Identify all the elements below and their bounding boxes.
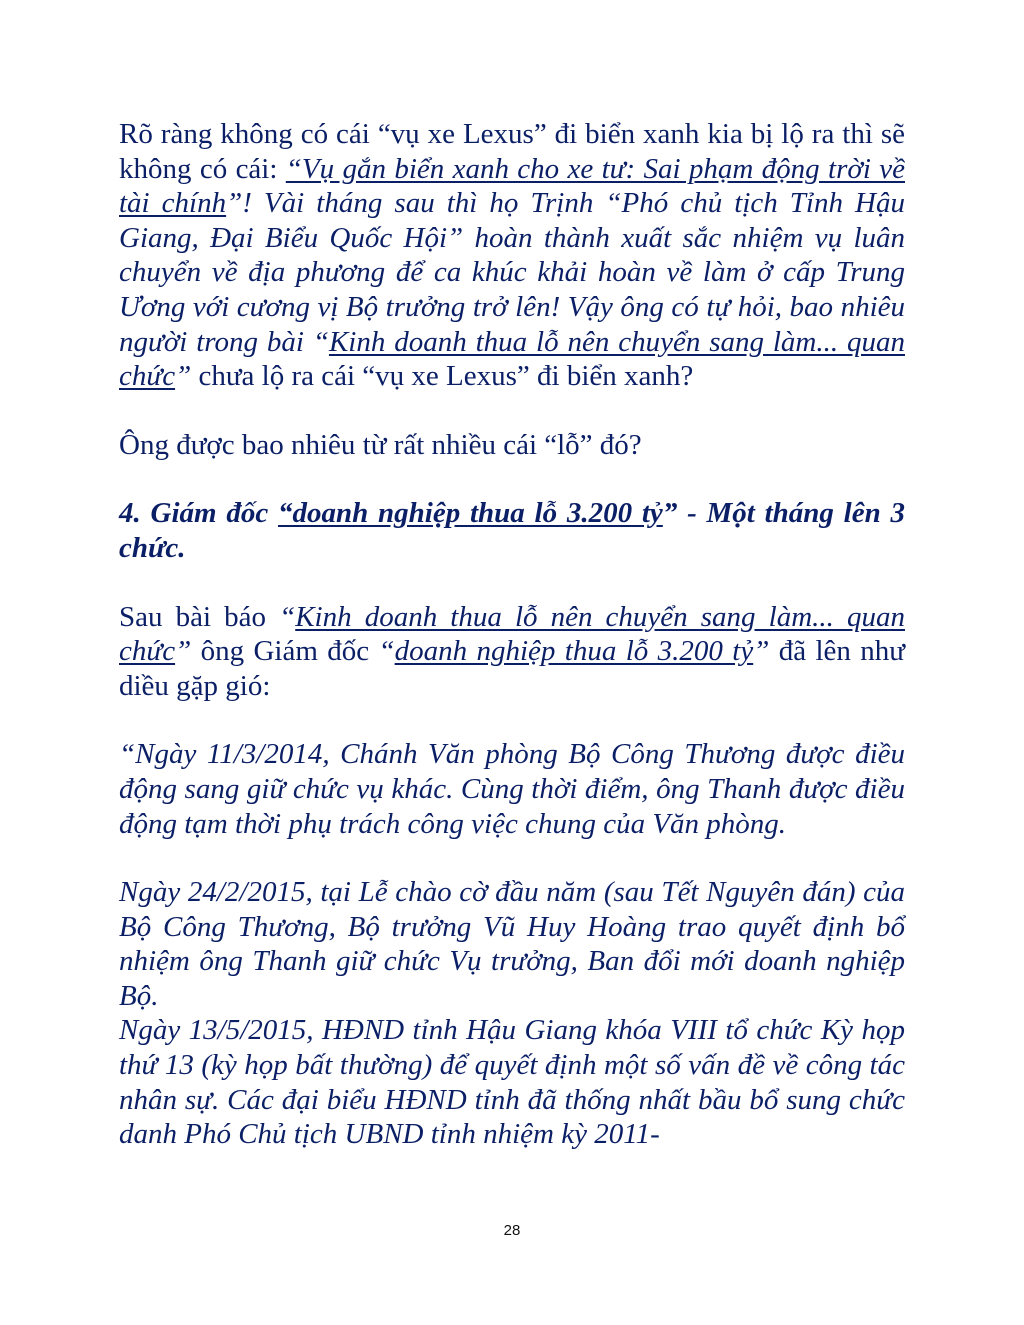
paragraph-lexus <box>119 117 905 394</box>
quote-mark: “ <box>312 325 329 358</box>
quote-mark: ” <box>753 635 770 668</box>
paragraph-after-article <box>119 600 905 704</box>
quote-mark: “ <box>279 600 296 633</box>
heading-number: 4. Giám đốc <box>119 497 278 530</box>
quote-mark: ” <box>175 360 192 393</box>
quote-paragraph-1: “Ngày 11/3/2014, Chánh Văn phòng Bộ Công Thương được điều động sang giữ chức vụ khác. Cùng thời điểm, ông Thanh được điều động tạm thời phụ trách công việc chung của Văn phòng. <box>119 738 905 840</box>
page-number: 28 <box>503 1222 521 1239</box>
article-link-blue-plate[interactable]: “Vụ gắn biển xanh cho xe tư: Sai phạm động trời về tài chính <box>119 152 905 220</box>
section-heading <box>119 496 905 565</box>
heading-link[interactable]: “doanh nghiệp thua lỗ 3.200 tỷ <box>277 497 663 530</box>
text: ”! Vài tháng sau thì họ Trịnh “Phó chủ tịch Tỉnh Hậu Giang, Đại Biểu Quốc Hội” hoàn thành xuất sắc nhiệm vụ luân chuyển về địa phương để ca khúc khải hoàn về làm ở cấp Trung Ương với cương vị Bộ trưởng trở lên! Vậy ông có tự hỏi, bao nhiêu người trong bài <box>119 187 905 358</box>
text: chưa lộ ra cái “vụ xe Lexus” đi biển xanh? <box>191 360 694 393</box>
quote-mark: “ <box>378 635 395 668</box>
text: Rõ ràng không có cái “vụ xe Lexus” đi biển xanh kia bị lộ ra thì sẽ không có cái: <box>119 118 905 185</box>
paragraph-question: Ông được bao nhiêu từ rất nhiều cái “lỗ” đó? <box>119 428 642 461</box>
heading-rest: ” - Một tháng lên 3 chức. <box>119 497 906 564</box>
quote-mark: ” <box>175 635 192 668</box>
quote-paragraph-3: Ngày 13/5/2015, HĐND tỉnh Hậu Giang khóa VIII tổ chức Kỳ họp thứ 13 (kỳ họp bất thường) để quyết định một số vấn đề về công tác nhân sự. Các đại biểu HĐND tỉnh đã thống nhất bầu bổ sung chức danh Phó Chủ tịch UBND tỉnh nhiệm kỳ 2011- <box>119 1014 905 1151</box>
article-link-loss-to-official[interactable]: Kinh doanh thua lỗ nên chuyển sang làm... quan chức <box>119 600 905 668</box>
quote-paragraph-2: Ngày 24/2/2015, tại Lễ chào cờ đầu năm (sau Tết Nguyên đán) của Bộ Công Thương, Bộ trưởng Vũ Huy Hoàng trao quyết định bổ nhiệm ông Thanh giữ chức Vụ trưởng, Ban đổi mới doanh nghiệp Bộ. <box>119 876 905 1012</box>
text: đã lên như diều gặp gió: <box>119 635 905 702</box>
article-link-loss-company[interactable]: doanh nghiệp thua lỗ 3.200 tỷ <box>394 635 754 668</box>
text: Sau bài báo <box>119 600 280 633</box>
page-body <box>119 117 905 1152</box>
article-link-loss-to-official[interactable]: Kinh doanh thua lỗ nên chuyển sang làm... quan chức <box>119 325 905 393</box>
text: ông Giám đốc <box>191 635 379 668</box>
